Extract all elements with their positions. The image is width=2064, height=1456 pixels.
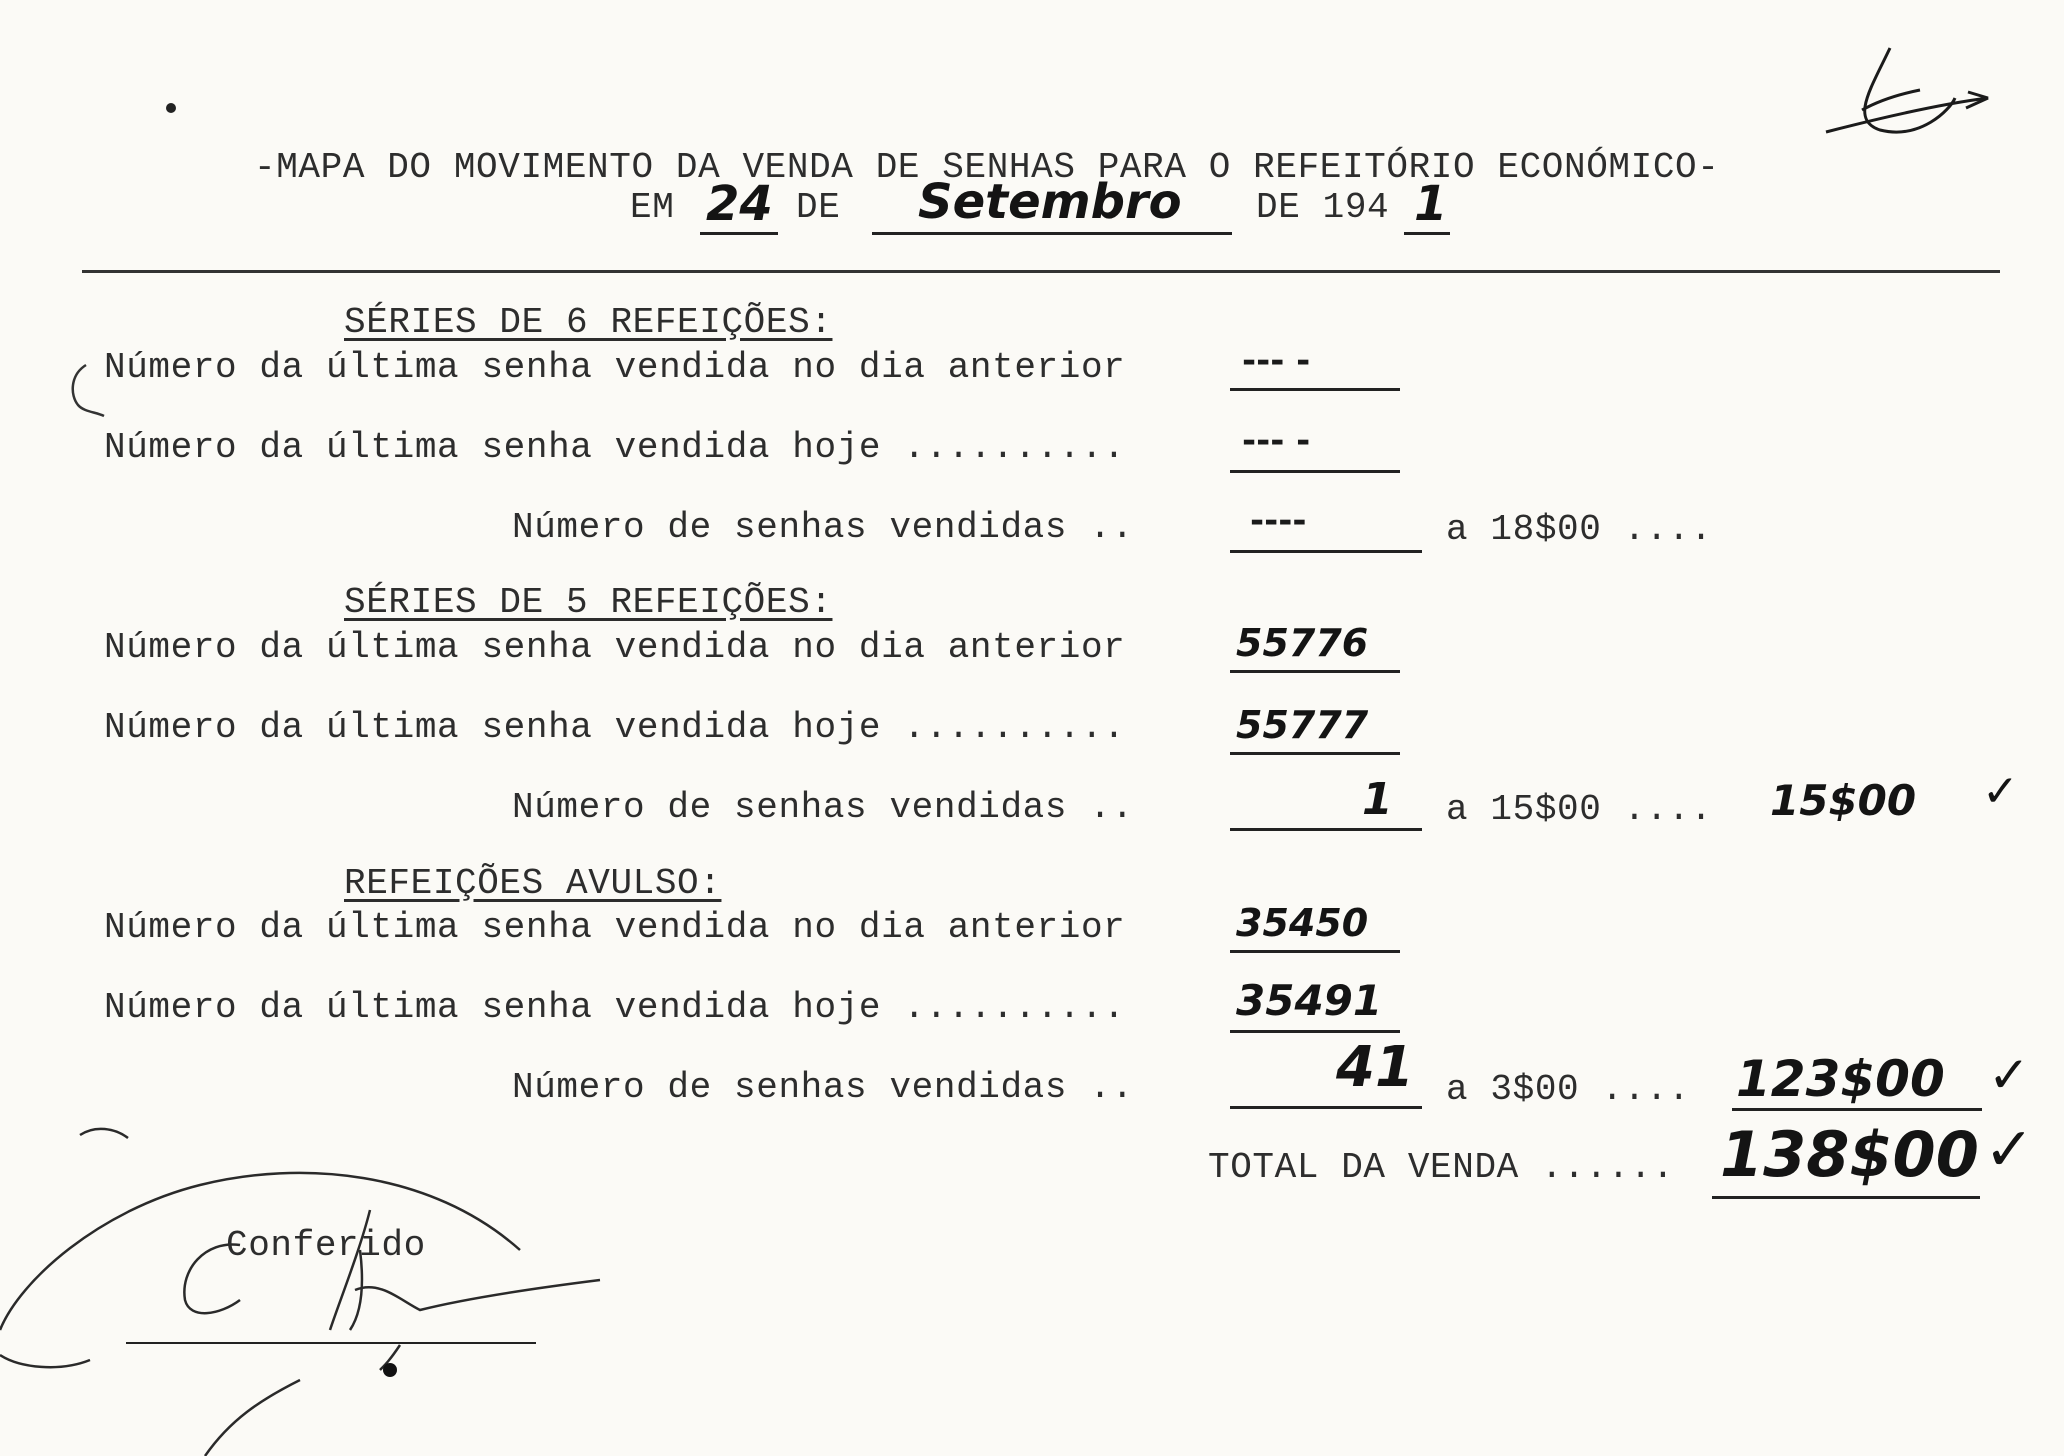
value-sold-s6: ---- — [1250, 501, 1307, 541]
price-s5: a 15$00 .... — [1446, 789, 1713, 830]
underline-sold-av — [1230, 1106, 1422, 1109]
check-mark-s5: ✓ — [1982, 766, 2019, 817]
value-prev-day-av: 35450 — [1236, 901, 1369, 945]
conferido-signature — [0, 1129, 600, 1456]
label-sold-av: Número de senhas vendidas .. — [512, 1067, 1134, 1108]
underline-today-s6 — [1230, 470, 1400, 473]
label-today-s6: Número da última senha vendida hoje .......... — [104, 427, 1126, 468]
underline-total — [1712, 1196, 1980, 1199]
date-year-digit: 1 — [1414, 176, 1448, 232]
price-s6: a 18$00 .... — [1446, 509, 1713, 550]
price-av: a 3$00 .... — [1446, 1069, 1691, 1110]
label-prev-day-s5: Número da última senha vendida no dia anterior — [104, 627, 1126, 668]
underline-sold-s6 — [1230, 550, 1422, 553]
page-title: -MAPA DO MOVIMENTO DA VENDA DE SENHAS PARA O REFEITÓRIO ECONÓMICO- — [254, 147, 1720, 188]
underline-today-av — [1230, 1030, 1400, 1033]
label-today-s5: Número da última senha vendida hoje .......... — [104, 707, 1126, 748]
header-divider — [82, 270, 2000, 273]
value-today-s6: --- - — [1242, 421, 1311, 461]
date-em-label: EM — [630, 187, 675, 228]
value-sold-av: 41 — [1336, 1035, 1414, 1100]
check-mark-total: ✓ — [1984, 1115, 2035, 1185]
label-sold-s5: Número de senhas vendidas .. — [512, 787, 1134, 828]
initials-signature — [1826, 48, 1988, 132]
label-prev-day-s6: Número da última senha vendida no dia anterior — [104, 347, 1126, 388]
amount-s5: 15$00 — [1770, 776, 1917, 825]
section-title-series-6: SÉRIES DE 6 REFEIÇÕES: — [344, 302, 833, 343]
value-prev-day-s5: 55776 — [1236, 621, 1369, 665]
section-title-series-5: SÉRIES DE 5 REFEIÇÕES: — [344, 582, 833, 623]
value-today-av: 35491 — [1236, 976, 1383, 1025]
value-prev-day-s6: --- - — [1242, 341, 1311, 381]
label-prev-day-av: Número da última senha vendida no dia anterior — [104, 907, 1126, 948]
label-today-av: Número da última senha vendida hoje .......... — [104, 987, 1126, 1028]
label-sold-s6: Número de senhas vendidas .. — [512, 507, 1134, 548]
underline-amount-av — [1732, 1108, 1982, 1111]
value-today-s5: 55777 — [1236, 703, 1369, 747]
date-month-underline — [872, 232, 1232, 235]
date-de-label-2: DE 194 — [1256, 187, 1390, 228]
underline-prev-day-av — [1230, 950, 1400, 953]
underline-today-s5 — [1230, 752, 1400, 755]
underline-prev-day-s6 — [1230, 388, 1400, 391]
underline-prev-day-s5 — [1230, 670, 1400, 673]
date-month: Setembro — [918, 174, 1182, 230]
date-de-label-1: DE — [796, 187, 841, 228]
pencil-mark — [73, 365, 104, 416]
value-sold-s5: 1 — [1362, 774, 1393, 825]
check-mark-av: ✓ — [1988, 1046, 2030, 1104]
date-day-underline — [700, 232, 778, 235]
underline-sold-s5 — [1230, 828, 1422, 831]
section-title-avulso: REFEIÇÕES AVULSO: — [344, 863, 722, 904]
date-day: 24 — [706, 176, 773, 232]
signature-line — [126, 1342, 536, 1344]
date-year-underline — [1404, 232, 1450, 235]
amount-av: 123$00 — [1736, 1050, 1945, 1108]
total-value: 138$00 — [1720, 1118, 1979, 1191]
checked-label: Conferido — [226, 1225, 426, 1266]
total-label: TOTAL DA VENDA ...... — [1208, 1147, 1675, 1188]
